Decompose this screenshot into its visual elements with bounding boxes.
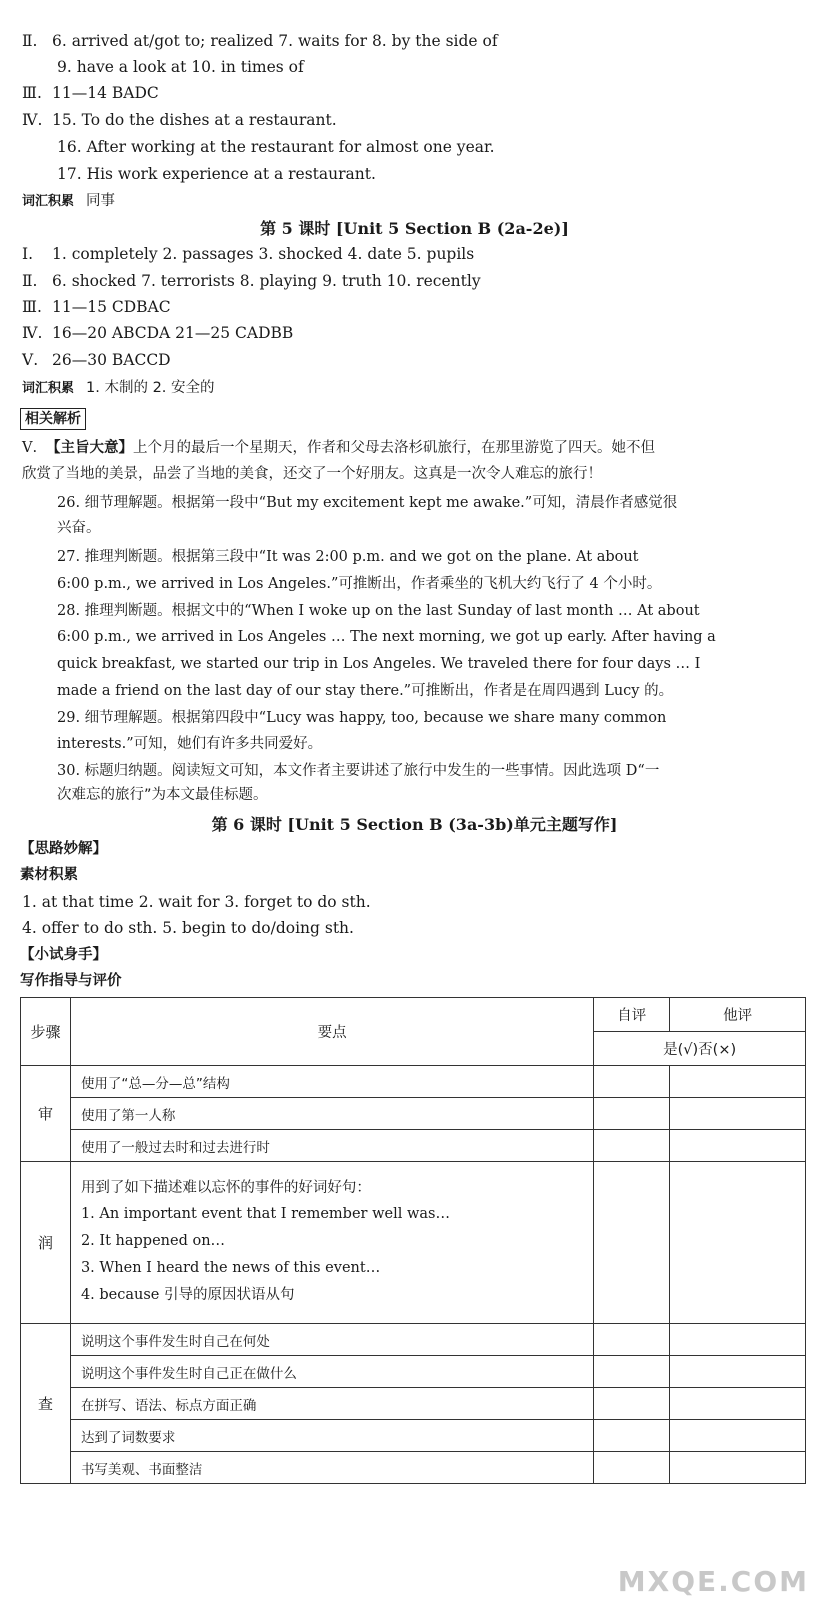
answer-line: 16. After working at the restaurant for almost one year.: [57, 138, 495, 156]
peer-eval-cell[interactable]: [670, 1324, 806, 1356]
material-line: 1. at that time 2. wait for 3. forget to do sth.: [22, 893, 371, 911]
lesson-5-title: 第 5 课时 [Unit 5 Section B (2a-2e)]: [260, 219, 569, 238]
material-label: 素材积累: [20, 867, 78, 883]
guide-label: 写作指导与评价: [20, 973, 122, 989]
self-eval-cell[interactable]: [594, 1130, 670, 1162]
answer-line: Ⅳ. 15. To do the dishes at a restaurant.: [22, 111, 337, 129]
point-row: 达到了词数要求: [70, 1420, 593, 1452]
answer-line: 17. His work experience at a restaurant.: [57, 165, 376, 183]
point-row: 在拼写、语法、标点方面正确: [70, 1388, 593, 1420]
analysis-text: 次难忘的旅行”为本文最佳标题。: [57, 787, 268, 803]
material-line: 4. offer to do sth. 5. begin to do/doing sth.: [22, 919, 354, 937]
step-polish: 润: [21, 1162, 71, 1324]
analysis-text: quick breakfast, we started our trip in Los Angeles. We traveled there for four days … I: [57, 656, 701, 672]
point-row: 书写美观、书面整洁: [70, 1452, 593, 1484]
step-check: 查: [21, 1324, 71, 1484]
point-row: 使用了一般过去时和过去进行时: [70, 1130, 593, 1162]
header-step: 步骤: [21, 998, 71, 1066]
watermark: MXQE.COM: [617, 1565, 809, 1598]
answer-line: Ⅰ. 1. completely 2. passages 3. shocked 4. date 5. pupils: [22, 245, 475, 263]
self-eval-cell[interactable]: [594, 1098, 670, 1130]
practice-label: 【小试身手】: [20, 947, 107, 963]
self-eval-cell[interactable]: [594, 1066, 670, 1098]
analysis-text: 29. 细节理解题。根据第四段中“Lucy was happy, too, because we share many common: [57, 710, 667, 726]
point-intro: 用到了如下描述难以忘怀的事件的好词好句：: [80, 1180, 371, 1196]
step-review: 审: [21, 1066, 71, 1162]
header-points: 要点: [70, 998, 593, 1066]
peer-eval-cell[interactable]: [670, 1420, 806, 1452]
header-peer-eval: 他评: [670, 998, 806, 1032]
point-item: 3. When I heard the news of this event…: [80, 1260, 381, 1276]
analysis-text: 6:00 p.m., we arrived in Los Angeles.”可推断出，作者乘坐的飞机大约飞行了 4 个小时。: [57, 576, 662, 592]
answer-line: Ⅲ. 11—14 BADC: [22, 84, 159, 102]
point-item: 4. because 引导的原因状语从句: [80, 1287, 295, 1303]
analysis-text: 兴奋。: [57, 520, 101, 536]
peer-eval-cell[interactable]: [670, 1130, 806, 1162]
answer-line: Ⅳ. 16—20 ABCDA 21—25 CADBB: [22, 324, 294, 342]
analysis-text: 6:00 p.m., we arrived in Los Angeles … The next morning, we got up early. After having a: [57, 629, 716, 645]
vocab-line: 词汇积累 1. 木制的 2. 安全的: [22, 380, 215, 396]
point-row: 使用了第一人称: [70, 1098, 593, 1130]
header-legend: 是(√)否(×): [594, 1032, 806, 1066]
peer-eval-cell[interactable]: [670, 1452, 806, 1484]
analysis-text: made a friend on the last day of our stay there.”可推断出，作者是在周四遇到 Lucy 的。: [57, 683, 674, 699]
vocab-line: 词汇积累 同事: [22, 193, 116, 209]
peer-eval-cell[interactable]: [670, 1388, 806, 1420]
self-eval-cell[interactable]: [594, 1388, 670, 1420]
answer-line: Ⅴ. 26—30 BACCD: [22, 351, 171, 369]
writing-guide-table: [20, 997, 806, 1484]
answer-line: Ⅱ. 6. arrived at/got to; realized 7. waits for 8. by the side of: [22, 32, 498, 50]
idea-label: 【思路妙解】: [20, 841, 107, 857]
peer-eval-cell[interactable]: [670, 1098, 806, 1130]
self-eval-cell[interactable]: [594, 1162, 670, 1324]
analysis-label-box: 相关解析: [20, 408, 86, 430]
analysis-text: 27. 推理判断题。根据第三段中“It was 2:00 p.m. and we got on the plane. At about: [57, 549, 639, 565]
point-block: [70, 1162, 593, 1324]
answer-line: Ⅱ. 6. shocked 7. terrorists 8. playing 9. truth 10. recently: [22, 272, 481, 290]
self-eval-cell[interactable]: [594, 1452, 670, 1484]
analysis-text: 26. 细节理解题。根据第一段中“But my excitement kept me awake.”可知，清晨作者感觉很: [57, 495, 678, 511]
analysis-text: 28. 推理判断题。根据文中的“When I woke up on the last Sunday of last month … At about: [57, 603, 700, 619]
peer-eval-cell[interactable]: [670, 1356, 806, 1388]
analysis-text: interests.”可知，她们有许多共同爱好。: [57, 736, 323, 752]
peer-eval-cell[interactable]: [670, 1162, 806, 1324]
lesson-6-title: 第 6 课时 [Unit 5 Section B (3a-3b)单元主题写作]: [211, 815, 618, 834]
analysis-text: 欣赏了当地的美景，品尝了当地的美食，还交了一个好朋友。这真是一次令人难忘的旅行！: [22, 466, 602, 482]
self-eval-cell[interactable]: [594, 1324, 670, 1356]
self-eval-cell[interactable]: [594, 1420, 670, 1452]
point-row: 说明这个事件发生时自己在何处: [70, 1324, 593, 1356]
point-row: 说明这个事件发生时自己正在做什么: [70, 1356, 593, 1388]
point-item: 2. It happened on…: [80, 1233, 226, 1249]
self-eval-cell[interactable]: [594, 1356, 670, 1388]
answer-line: 9. have a look at 10. in times of: [57, 58, 304, 76]
analysis-main-idea: Ⅴ. 【主旨大意】上个月的最后一个星期天，作者和父母去洛杉矶旅行，在那里游览了四天。她不但: [22, 440, 655, 456]
analysis-text: 30. 标题归纳题。阅读短文可知，本文作者主要讲述了旅行中发生的一些事情。因此选项 D“一: [57, 763, 660, 779]
point-row: 使用了“总—分—总”结构: [70, 1066, 593, 1098]
answer-line: Ⅲ. 11—15 CDBAC: [22, 298, 171, 316]
point-item: 1. An important event that I remember well was…: [80, 1206, 450, 1222]
peer-eval-cell[interactable]: [670, 1066, 806, 1098]
header-self-eval: 自评: [594, 998, 670, 1032]
